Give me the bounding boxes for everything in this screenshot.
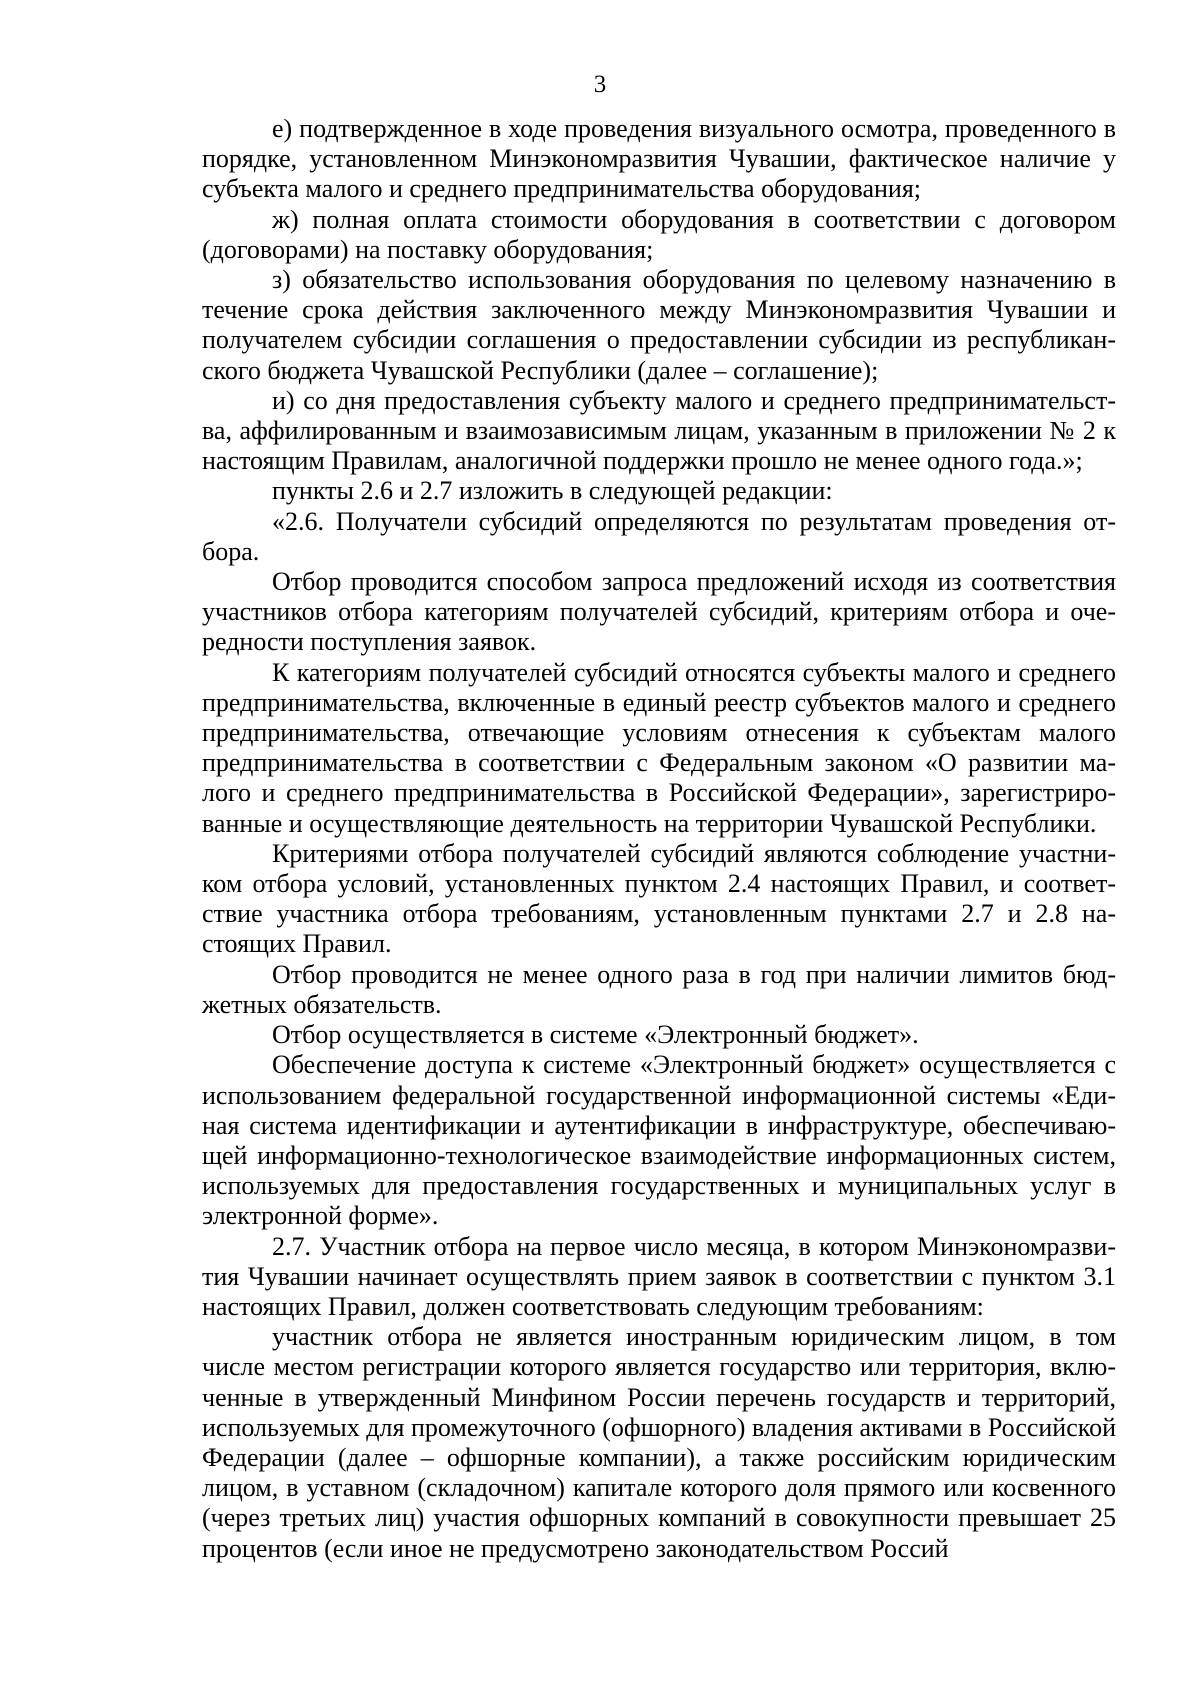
paragraph-zh: ж) полная оплата стоимости оборудования в соответствии с договором (договорами) на поставку оборудования; xyxy=(202,204,1116,264)
paragraph-system-access: Обеспечение доступа к системе «Электронный бюджет» осуществляется с использованием федеральной государственной информационной системы «Единая система идентификации и аутентификации в инфраструктуре, обеспечивающей информационно-технологическое взаимодействие информационных систем, используемых для предоставления государственных и муниципальных услуг в электронной форме». xyxy=(202,1050,1116,1231)
paragraph-2-6: «2.6. Получатели субсидий определяются по результатам проведения отбора. xyxy=(202,506,1116,566)
paragraph-e: е) подтвержденное в ходе проведения визуального осмотра, проведенного в порядке, установленном Минэкономразвития Чувашии, фактическое наличие у субъекта малого и среднего предпринимательства оборудования; xyxy=(202,114,1116,204)
page-number: 3 xyxy=(593,71,607,98)
paragraph-recipient-categories: К категориям получателей субсидий относятся субъекты малого и среднего предпринимательства, включенные в единый реестр субъектов малого и среднего предпринимательства, отвечающие условиям отнесения к субъектам малого предпринимательства в соответствии с Федеральным законом «О развитии малого и среднего предпринимательства в Российской Федерации», зарегистрированные и осуществляющие деятельность на территории Чувашской Республики. xyxy=(202,657,1116,838)
paragraph-selection-criteria: Критериями отбора получателей субсидий являются соблюдение участником отбора условий, установленных пунктом 2.4 настоящих Правил, и соответствие участника отбора требованиям, установленным пунктами 2.7 и 2.8 настоящих Правил. xyxy=(202,838,1116,959)
paragraph-amendment-intro: пункты 2.6 и 2.7 изложить в следующей редакции: xyxy=(272,476,833,506)
paragraph-i: и) со дня предоставления субъекту малого и среднего предпринимательства, аффилированным и взаимозависимым лицам, указанным в приложении № 2 к настоящим Правилам, аналогичной поддержки прошло не менее одного года.»; xyxy=(202,385,1116,476)
paragraph-offshore-requirement: участник отбора не является иностранным юридическим лицом, в том числе местом регистрации которого является государство или территория, включенные в утвержденный Минфином России перечень государств и территорий, используемых для промежуточного (офшорного) владения активами в Российской Федерации (далее – офшорные компании), а также российским юридическим лицом, в уставном (складочном) капитале которого доля прямого или косвенного (через третьих лиц) участия офшорных компаний в совокупности превышает 25 процентов (если иное не предусмотрено законодательством Россий xyxy=(202,1322,1116,1563)
paragraph-selection-method: Отбор проводится способом запроса предложений исходя из соответствия участников отбора категориям получателей субсидий, критериям отбора и очередности поступления заявок. xyxy=(202,567,1116,657)
paragraph-z: з) обязательство использования оборудования по целевому назначению в течение срока действия заключенного между Минэкономразвития Чувашии и получателем субсидии соглашения о предоставлении субсидии из республиканского бюджета Чувашской Республики (далее – соглашение); xyxy=(202,265,1116,385)
paragraph-electronic-budget: Отбор осуществляется в системе «Электронный бюджет». xyxy=(272,1020,919,1050)
document-body xyxy=(202,114,1116,1564)
paragraph-selection-frequency: Отбор проводится не менее одного раза в год при наличии лимитов бюджетных обязательств. xyxy=(202,959,1116,1019)
paragraph-2-7: 2.7. Участник отбора на первое число месяца, в котором Минэкономразвития Чувашии начинает осуществлять прием заявок в соответствии с пунктом 3.1 настоящих Правил, должен соответствовать следующим требованиям: xyxy=(202,1231,1116,1321)
